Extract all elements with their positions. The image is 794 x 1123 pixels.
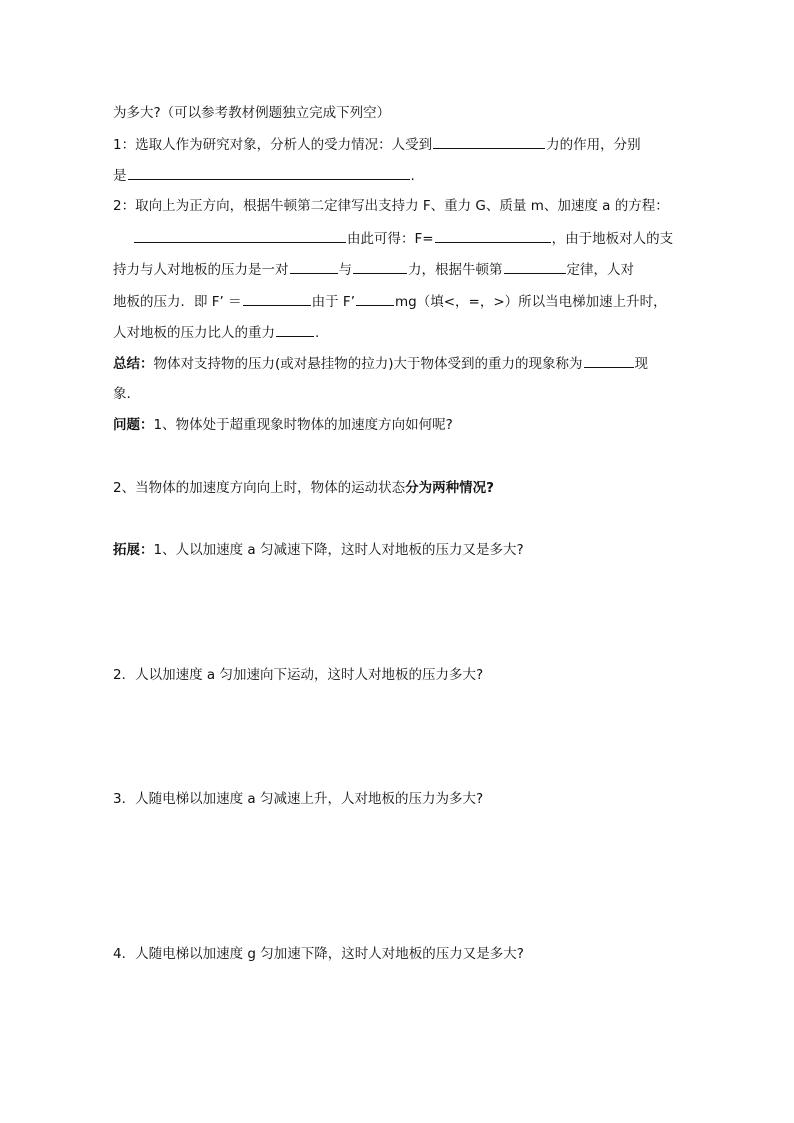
expand-line [113,540,524,560]
question-line [113,415,453,435]
question2-emphasis: 分为两种情况? [405,480,494,496]
step6-line [113,322,319,343]
step1b-tail: . [410,168,415,184]
question-label: 问题： [113,417,154,433]
step1-text: 1：选取人作为研究对象，分析人的受力情况：人受到 [113,137,433,153]
expand3-text: 3．人随电梯以加速度 a 匀减速上升，人对地板的压力为多大? [113,791,484,807]
expand4-text: 4．人随电梯以加速度 g 匀加速下降，这时人对地板的压力又是多大? [113,946,524,962]
step4-line [113,259,634,280]
step3-text: 由此可得：F= [347,231,434,247]
step6-tail: . [315,325,320,341]
expand-text: 1、人以加速度 a 匀减速下降，这时人对地板的压力又是多大? [153,542,524,558]
step1-line [113,134,641,155]
step5-text: 地板的压力．即 F’ ＝ [113,294,242,310]
blank-forces[interactable] [128,165,410,180]
expand2-line [113,665,483,685]
step5-tail: mg（填<，=，>）所以当电梯加速上升时， [395,294,667,310]
blank-pair-2[interactable] [353,259,407,274]
intro-text: 为多大?（可以参考教材例题独立完成下列空） [113,105,391,121]
intro-line [113,103,390,123]
summary-tail: 现 [634,356,649,372]
step6-text: 人对地板的压力比人的重力 [113,325,275,341]
blank-bigger[interactable] [276,322,314,337]
step4-text: 持力与人对地板的压力是一对 [113,262,289,278]
expand4-line [113,944,524,964]
blank-phenomenon[interactable] [584,353,634,368]
summary2-text: 象. [113,386,131,402]
blank-pair-1[interactable] [290,259,338,274]
blank-F-prime[interactable] [243,291,311,306]
step4-mid: 力，根据牛顿第 [408,262,503,278]
expand3-line [113,789,483,809]
blank-equation[interactable] [134,228,346,243]
blank-compare[interactable] [356,291,394,306]
step1b-text: 是 [113,168,127,184]
step4-and: 与 [338,262,352,278]
summary-label: 总结： [113,356,154,372]
summary-line [113,353,648,374]
blank-F-value[interactable] [435,228,551,243]
step2-text: 2：取向上为正方向，根据牛顿第二定律写出支持力 F、重力 G、质量 m、加速度 a 的方程： [113,198,669,214]
question-text: 1、物体处于超重现象时物体的加速度方向如何呢? [153,417,453,433]
step1b-line [113,165,415,186]
summary-text: 物体对支持物的压力(或对悬挂物的拉力)大于物体受到的重力的现象称为 [153,356,583,372]
question2-text: 2、当物体的加速度方向向上时，物体的运动状态 [113,480,406,496]
blank-law-number[interactable] [504,259,566,274]
step3-line [133,228,673,249]
step3-tail: ，由于地板对人的支 [551,231,674,247]
step5-mid: 由于 F’ [311,294,355,310]
step5-line [113,291,667,312]
expand-label: 拓展： [113,542,154,558]
expand2-text: 2．人以加速度 a 匀加速向下运动，这时人对地板的压力多大? [113,667,484,683]
blank-force-count[interactable] [433,134,545,149]
step1-tail: 力的作用，分别 [546,137,641,153]
question2-line [113,478,494,498]
step4-tail: 定律，人对 [566,262,634,278]
summary2-line [113,384,131,404]
step2-line [113,196,669,216]
